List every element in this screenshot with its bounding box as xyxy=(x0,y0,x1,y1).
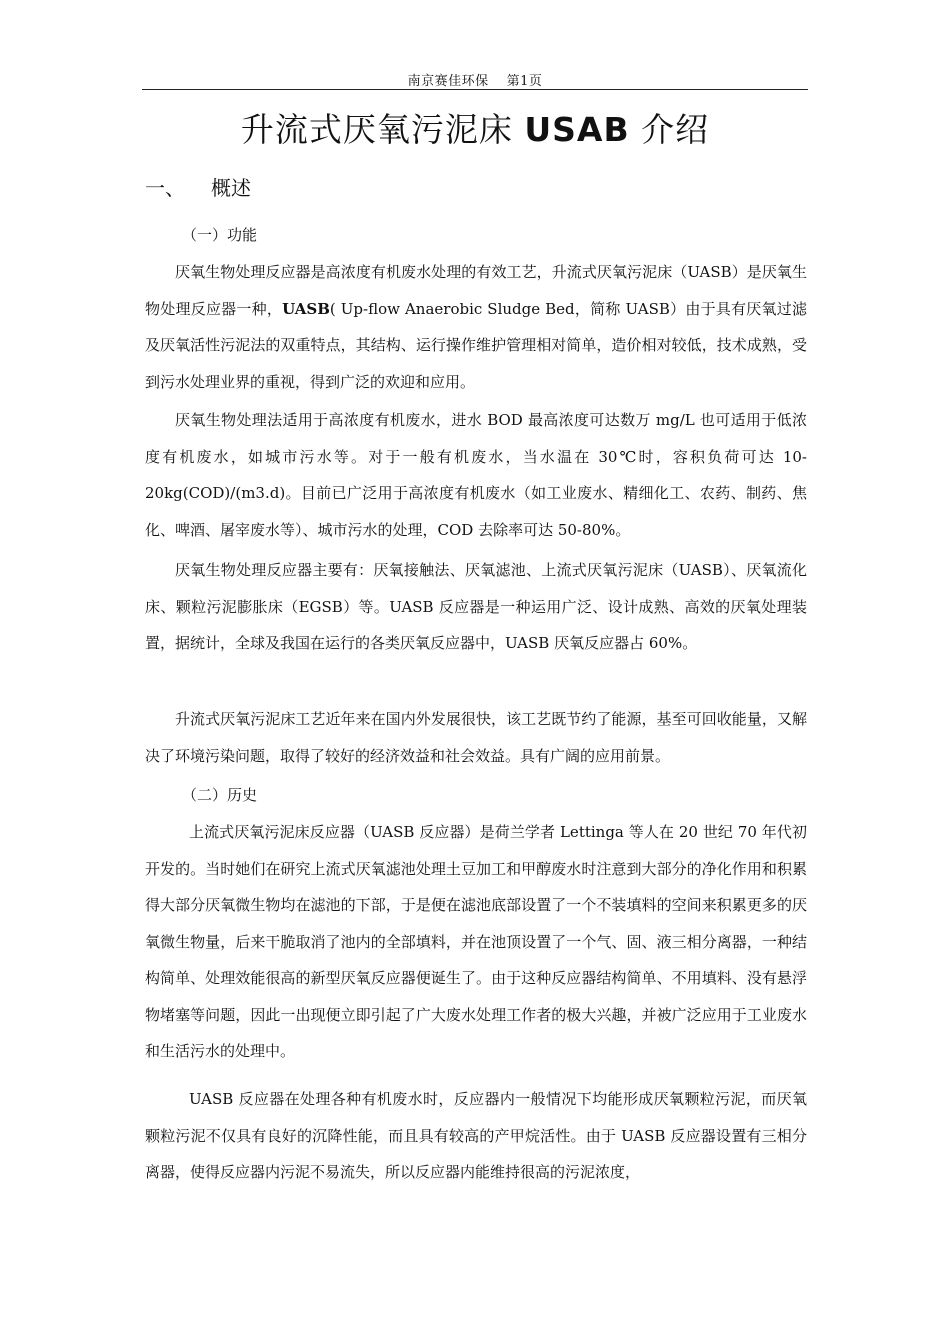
paragraph-6: UASB 反应器在处理各种有机废水时，反应器内一般情况下均能形成厌氧颗粒污泥，而厌氧颗粒污泥不仅具有良好的沉降性能，而且具有较高的产甲烷活性。由于 UASB 反应器设置有三相分离器，使得反应器内污泥不易流失，所以反应器内能维持很高的污泥浓度， xyxy=(145,1090,807,1181)
title-cn-part2: 介绍 xyxy=(629,110,710,149)
paragraph-5: 上流式厌氧污泥床反应器（UASB 反应器）是荷兰学者 Lettinga 等人在 20 世纪 70 年代初开发的。当时她们在研究上流式厌氧滤池处理土豆加工和甲醇废水时注意到大部分的净化作用和积累得大部分厌氧微生物均在滤池的下部，于是便在滤池底部设置了一个不装填料的空间来积累更多的厌氧微生物量，后来干脆取消了池内的全部填料，并在池顶设置了一个气、固、液三相分离器，一种结构简单、处理效能很高的新型厌氧反应器便诞生了。由于这种反应器结构简单、不用填料、没有悬浮物堵塞等问题，因此一出现便立即引起了广大废水处理工作者的极大兴趣，并被广泛应用于工业废水和生活污水的处理中。 xyxy=(145,823,807,1060)
paragraph-2: 厌氧生物处理法适用于高浓度有机废水，进水 BOD 最高浓度可达数万 mg/L 也可适用于低浓度有机废水，如城市污水等。对于一般有机废水，当水温在 30℃时，容积负荷可达 10-20kg(COD)/(m3.d)。目前已广泛用于高浓度有机废水（如工业废水、精细化工、农药、制药、焦化、啤酒、屠宰废水等）、城市污水的处理，COD 去除率可达 50-80%。 xyxy=(145,411,807,539)
header-company: 南京赛佳环保 xyxy=(407,74,489,89)
document-title xyxy=(142,104,808,151)
subheading-function: （一）功能 xyxy=(182,226,258,244)
paragraph-1-bold: UASB xyxy=(282,299,330,318)
title-latin: USAB xyxy=(524,110,630,149)
section-heading-overview xyxy=(145,172,251,201)
section-label: 概述 xyxy=(211,176,251,200)
subheading-history: （二）历史 xyxy=(182,786,258,804)
header-page-number: 第1页 xyxy=(506,74,543,89)
title-cn-part1: 升流式厌氧污泥床 xyxy=(240,110,525,149)
page-header xyxy=(142,70,808,89)
paragraph-3: 厌氧生物处理反应器主要有：厌氧接触法、厌氧滤池、上流式厌氧污泥床（UASB）、厌氧流化床、颗粒污泥膨胀床（EGSB）等。UASB 反应器是一种运用广泛、设计成熟、高效的厌氧处理装置，据统计，全球及我国在运行的各类厌氧反应器中，UASB 厌氧反应器占 60%。 xyxy=(145,561,807,652)
section-number: 一、 xyxy=(145,176,185,200)
header-rule xyxy=(142,89,808,90)
paragraph-1 xyxy=(145,254,807,400)
paragraph-4: 升流式厌氧污泥床工艺近年来在国内外发展很快，该工艺既节约了能源，基至可回收能量，又解决了环境污染问题，取得了较好的经济效益和社会效益。具有广阔的应用前景。 xyxy=(145,710,807,765)
paragraph-1-text-b: ( Up-flow Anaerobic Sludge Bed，简称 UASB）由于具有厌氧过滤及厌氧活性污泥法的双重特点，其结构、运行操作维护管理相对简单，造价相对较低，技术成熟，受到污水处理业界的重视，得到广泛的欢迎和应用。 xyxy=(145,299,807,391)
paragraph-1-text-a: 厌氧生物处理反应器是高浓度有机废水处理的有效工艺，升流式厌氧污泥床（UASB）是厌氧生物处理反应器一种， xyxy=(145,263,807,318)
